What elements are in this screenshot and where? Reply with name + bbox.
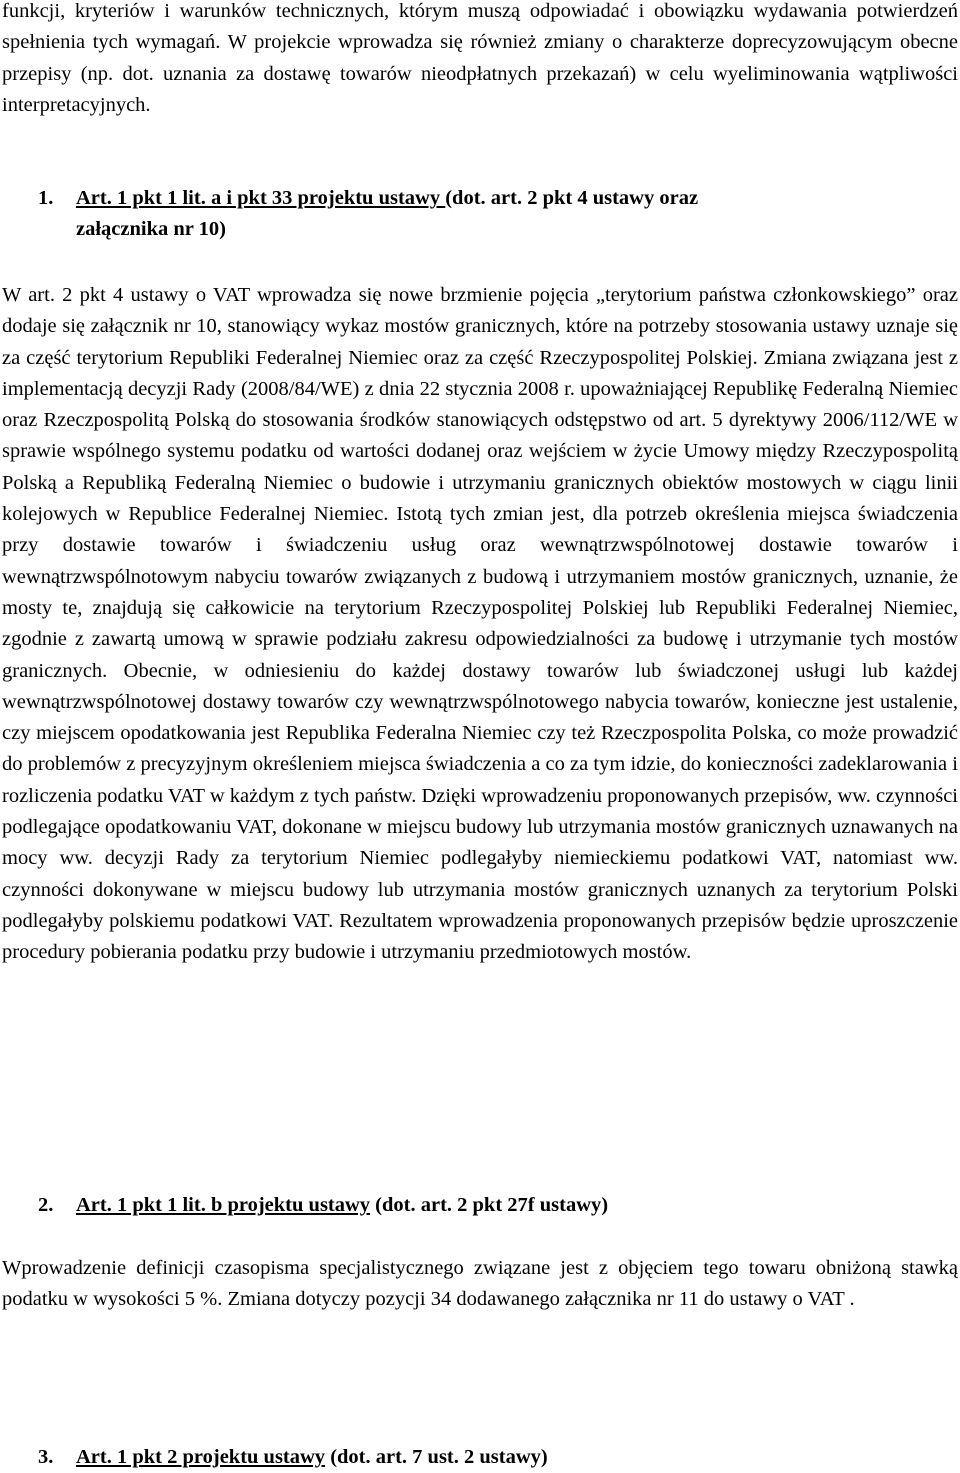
intro-paragraph: funkcji, kryteriów i warunków technicznych, którym muszą odpowiadać i obowiązku wydawania potwierdzeń spełnienia tych wymagań. W projekcie wprowadza się również zmiany o charakterze doprecyzowującym obecne przepisy (np. dot. uznania za dostawę towarów nieodpłatnych przekazań) w celu wyeliminowania wątpliwości interpretacyjnych. (2, 0, 958, 116)
section-3-link: Art. 1 pkt 2 projektu ustawy (76, 1446, 326, 1468)
section-1-continuation: załącznika nr 10) (76, 218, 226, 241)
section-2-link: Art. 1 pkt 1 lit. b projektu ustawy (76, 1194, 371, 1216)
main-paragraph: W art. 2 pkt 4 ustawy o VAT wprowadza się nowe brzmienie pojęcia „terytorium państwa członkowskiego” oraz dodaje się załącznik nr 10, stanowiący wykaz mostów granicznych, które na potrzeby stosowania ustawy uznaje się za część terytorium Republiki Federalnej Niemiec oraz za część Rzeczypospolitej Polskiej. Zmiana związana jest z implementacją decyzji Rady (2008/84/WE) z dnia 22 stycznia 2008 r. upoważniającej Republikę Federalną Niemiec oraz Rzeczpospolitą Polską do stosowania środków stanowiących odstępstwo od art. 5 dyrektywy 2006/112/WE w sprawie wspólnego systemu podatku od wartości dodanej oraz wejściem w życie Umowy między Rzeczypospolitą Polską a Republiką Federalną Niemiec o budowie i utrzymaniu granicznych obiektów mostowych w ciągu linii kolejowych w Republice Federalnej Niemiec. Istotą tych zmian jest, dla potrzeb określenia miejsca świadczenia przy dostawie towarów i świadczeniu usług oraz wewnątrzwspólnotowej dostawie towarów i wewnątrzwspólnotowym nabyciu towarów związanych z budową i utrzymaniem mostów granicznych, uznanie, że mosty te, znajdują się całkowicie na terytorium Rzeczypospolitej Polskiej lub Republiki Federalnej Niemiec, zgodnie z zawartą umową w sprawie podziału zakresu odpowiedzialności za budowę i utrzymanie tych mostów granicznych. Obecnie, w odniesieniu do każdej dostawy towarów lub świadczonej usługi lub każdej wewnątrzwspólnotowej dostawy towarów czy wewnątrzwspólnotowego nabycia towarów, konieczne jest ustalenie, czy miejscem opodatkowania jest Republika Federalna Niemiec czy też Rzeczpospolita Polska, co może prowadzić do problemów z precyzyjnym określeniem miejsca świadczenia a co za tym idzie, do konieczności zadeklarowania i rozliczenia podatku VAT w każdym z tych państw. Dzięki wprowadzeniu proponowanych przepisów, ww. czynności podlegające opodatkowaniu VAT, dokonane w miejscu budowy lub utrzymania mostów granicznych uznawanych na mocy ww. decyzji Rady za terytorium Niemiec podlegałyby niemieckiemu podatkowi VAT, natomiast ww. czynności dokonywane w miejscu budowy lub utrzymania mostów granicznych uznanych za terytorium Polski podlegałyby polskiemu podatkowi VAT. Rezultatem wprowadzenia proponowanych przepisów będzie uproszczenie procedury pobierania podatku przy budowie i utrzymaniu przedmiotowych mostów. (2, 284, 958, 964)
second-paragraph: Wprowadzenie definicji czasopisma specjalistycznego związane jest z objęciem tego towaru obniżoną stawką podatku w wysokości 5 %. Zmiana dotyczy pozycji 34 dodawanego załącznika nr 11 do ustawy o VAT . (2, 1257, 958, 1311)
section-1-heading (0, 183, 960, 246)
section-1-rest: (dot. art. 2 pkt 4 ustawy oraz (445, 187, 699, 209)
section-2-rest: (dot. art. 2 pkt 27f ustawy) (370, 1194, 609, 1216)
section-3-heading (0, 1442, 960, 1473)
section-1-number: 1. (38, 187, 54, 209)
section-2-number: 2. (38, 1194, 54, 1216)
section-1-link: Art. 1 pkt 1 lit. a i pkt 33 projektu ustawy (76, 187, 446, 209)
section-3-number: 3. (38, 1446, 54, 1468)
section-2-heading (0, 1190, 960, 1221)
section-3-rest: (dot. art. 7 ust. 2 ustawy) (325, 1446, 548, 1468)
